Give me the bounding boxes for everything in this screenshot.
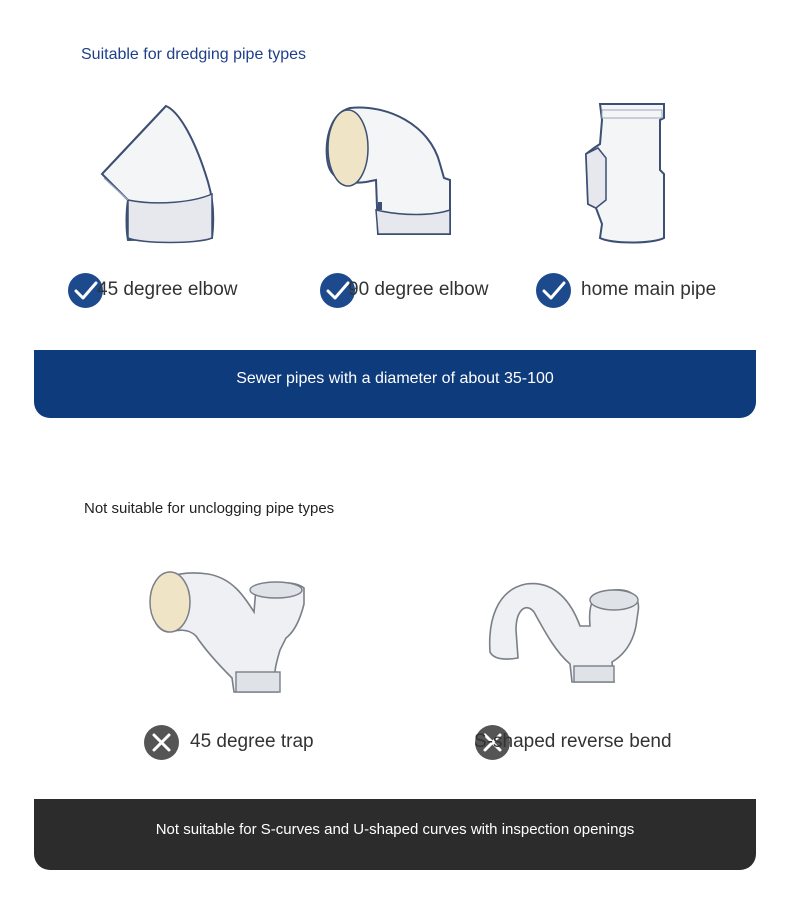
item-label-45-degree-trap: 45 degree trap: [190, 731, 314, 752]
not-suitable-heading: Not suitable for unclogging pipe types: [84, 500, 335, 517]
item-label-home-main-pipe: home main pipe: [581, 279, 717, 300]
90-degree-elbow-image: [322, 104, 456, 240]
suitable-heading: Suitable for dredging pipe types: [81, 46, 307, 63]
item-label-45-degree-elbow: 45 degree elbow: [97, 279, 238, 300]
not-suitable-banner: Not suitable for S-curves and U-shaped curves with inspection openings: [34, 799, 756, 870]
check-icon: [536, 273, 571, 308]
home-main-pipe-image: [582, 100, 670, 246]
45-degree-trap-image: [148, 568, 308, 696]
diameter-banner: Sewer pipes with a diameter of about 35-100: [34, 350, 756, 418]
item-label-90-degree-elbow: 90 degree elbow: [348, 279, 489, 300]
45-degree-elbow-image: [98, 102, 218, 247]
cross-icon: [144, 725, 179, 760]
item-label-s-shaped-reverse-bend: S-shaped reverse bend: [474, 731, 672, 752]
s-shaped-reverse-bend-image: [486, 582, 642, 688]
